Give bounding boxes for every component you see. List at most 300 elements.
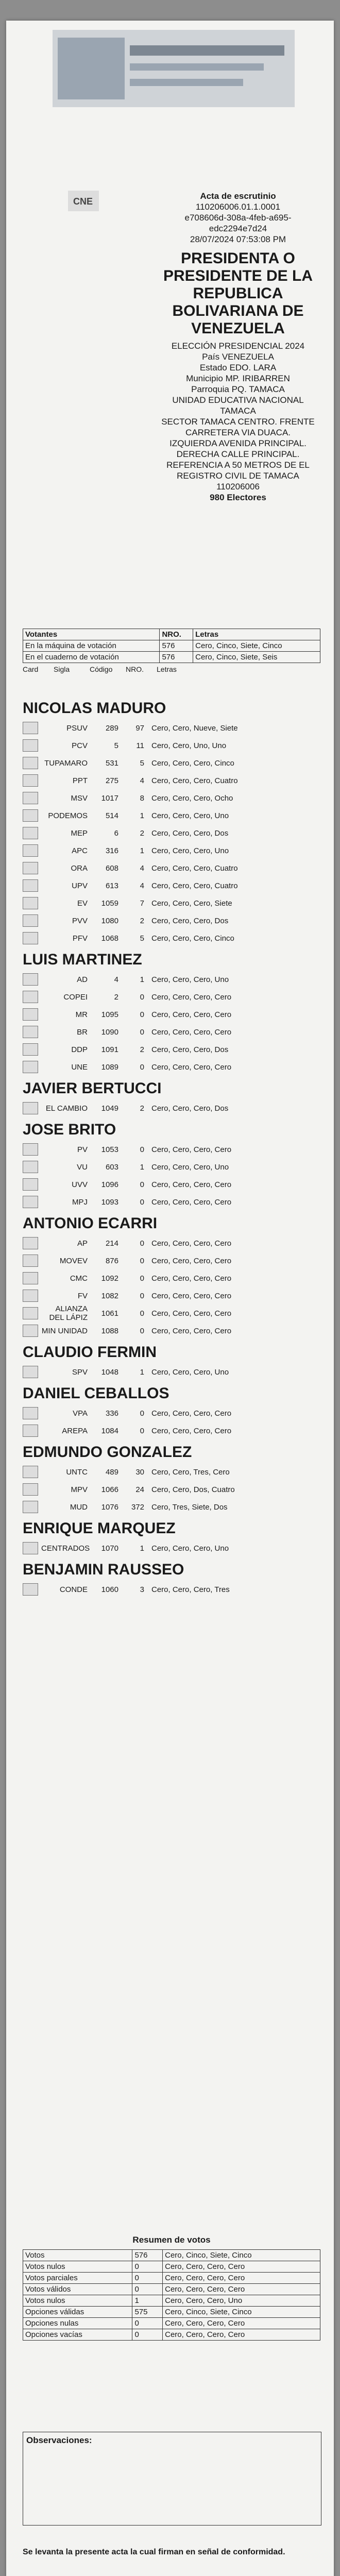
party-row bbox=[23, 1234, 320, 1252]
party-logo-icon bbox=[23, 1196, 38, 1208]
party-sigla: CMC bbox=[70, 1274, 88, 1283]
party-row bbox=[23, 1498, 320, 1516]
resumen-title: Resumen de votos bbox=[132, 2235, 211, 2245]
resumen-row bbox=[23, 2318, 320, 2329]
party-votes: 4 bbox=[140, 863, 144, 873]
party-letras: Cero, Cero, Cero, Cuatro bbox=[151, 881, 238, 890]
party-logo-icon bbox=[23, 809, 38, 822]
svg-text:CNE: CNE bbox=[73, 196, 93, 207]
party-letras: Cero, Cero, Cero, Dos bbox=[151, 828, 229, 838]
party-sigla: ORA bbox=[71, 863, 88, 873]
resumen-letras: Cero, Cero, Cero, Cero bbox=[163, 2273, 320, 2284]
candidate-name: ANTONIO ECARRI bbox=[23, 1215, 158, 1232]
party-letras: Cero, Cero, Cero, Cero bbox=[151, 1197, 232, 1207]
party-row bbox=[23, 1099, 320, 1117]
party-sigla: MSV bbox=[71, 793, 88, 803]
party-logo-icon bbox=[23, 1061, 38, 1073]
candidate-columns bbox=[23, 665, 320, 673]
votantes-section bbox=[23, 629, 320, 673]
electores: 980 Electores bbox=[210, 493, 266, 502]
party-logo-icon bbox=[23, 1407, 38, 1419]
party-logo-icon bbox=[23, 1425, 38, 1437]
resumen-nro: 0 bbox=[132, 2284, 163, 2295]
resumen-row bbox=[23, 2329, 320, 2341]
col-sigla: Sigla bbox=[54, 665, 70, 673]
party-votes: 0 bbox=[140, 1309, 144, 1318]
party-code: 1096 bbox=[101, 1180, 118, 1189]
resumen-row bbox=[23, 2273, 320, 2284]
party-votes: 0 bbox=[140, 1326, 144, 1335]
party-sigla: PODEMOS bbox=[48, 811, 88, 820]
party-code: 1088 bbox=[101, 1326, 118, 1335]
party-code: 336 bbox=[105, 1409, 118, 1418]
party-row bbox=[23, 789, 320, 807]
candidate-block bbox=[23, 1561, 320, 1598]
party-letras: Cero, Tres, Siete, Dos bbox=[151, 1502, 228, 1512]
party-logo-icon bbox=[23, 1290, 38, 1302]
acta-paper bbox=[6, 21, 334, 2576]
acta-code: 110206006.01.1.0001 bbox=[195, 202, 281, 212]
party-letras: Cero, Cero, Cero, Uno bbox=[151, 975, 229, 984]
col-letras: Letras bbox=[157, 665, 177, 673]
candidate-block bbox=[23, 1121, 320, 1211]
votantes-nro: 576 bbox=[160, 652, 193, 663]
candidate-block bbox=[23, 1385, 320, 1439]
candidate-name: NICOLAS MADURO bbox=[23, 700, 166, 717]
party-code: 1092 bbox=[101, 1274, 118, 1283]
party-votes: 2 bbox=[140, 1045, 144, 1054]
observaciones-title: Observaciones: bbox=[26, 2435, 92, 2445]
party-row bbox=[23, 859, 320, 877]
party-votes: 8 bbox=[140, 793, 144, 803]
party-sigla: UVV bbox=[72, 1180, 88, 1189]
party-logo-icon bbox=[23, 879, 38, 892]
party-code: 1048 bbox=[101, 1367, 118, 1377]
party-sigla: COPEI bbox=[63, 992, 88, 1002]
acta-datetime: 28/07/2024 07:53:08 PM bbox=[190, 234, 286, 244]
party-row bbox=[23, 1176, 320, 1193]
resumen-letras: Cero, Cinco, Siete, Cinco bbox=[163, 2250, 320, 2261]
party-letras: Cero, Cero, Nueve, Siete bbox=[151, 723, 238, 733]
election-name: ELECCIÓN PRESIDENCIAL 2024 bbox=[171, 341, 305, 351]
resumen-section bbox=[23, 2231, 320, 2341]
party-sigla: ALIANZA DEL LÁPIZ bbox=[49, 1304, 88, 1322]
party-sigla: AD bbox=[77, 975, 88, 984]
party-code: 1066 bbox=[101, 1485, 118, 1494]
party-logo-icon bbox=[23, 1237, 38, 1249]
party-letras: Cero, Cero, Cero, Siete bbox=[151, 899, 232, 908]
party-votes: 0 bbox=[140, 1239, 144, 1248]
col-card: Card bbox=[23, 665, 39, 673]
party-row bbox=[23, 988, 320, 1006]
resumen-row bbox=[23, 2261, 320, 2273]
party-row bbox=[23, 1006, 320, 1023]
party-sigla: CONDE bbox=[59, 1585, 88, 1594]
resumen-letras: Cero, Cero, Cero, Cero bbox=[163, 2329, 320, 2341]
party-logo-icon bbox=[23, 1008, 38, 1021]
party-letras: Cero, Cero, Cero, Cero bbox=[151, 1309, 232, 1318]
party-letras: Cero, Cero, Cero, Cero bbox=[151, 1010, 232, 1019]
party-row bbox=[23, 1141, 320, 1158]
party-row bbox=[23, 754, 320, 772]
party-code: 1049 bbox=[101, 1104, 118, 1113]
candidate-block bbox=[23, 1344, 320, 1381]
party-sigla: MR bbox=[75, 1010, 88, 1019]
party-logo-icon bbox=[23, 1255, 38, 1267]
party-row bbox=[23, 894, 320, 912]
party-sigla: PFV bbox=[72, 934, 88, 943]
party-sigla: AP bbox=[77, 1239, 88, 1248]
party-letras: Cero, Cero, Cero, Dos bbox=[151, 916, 229, 925]
party-logo-icon bbox=[23, 1143, 38, 1156]
resumen-label: Votos parciales bbox=[23, 2273, 132, 2284]
party-letras: Cero, Cero, Cero, Uno bbox=[151, 1544, 229, 1553]
centro-code: 110206006 bbox=[216, 482, 260, 492]
party-row bbox=[23, 912, 320, 929]
party-row bbox=[23, 1404, 320, 1422]
party-code: 1091 bbox=[101, 1045, 118, 1054]
party-sigla: APC bbox=[72, 846, 88, 855]
party-logo-icon bbox=[23, 757, 38, 769]
party-row bbox=[23, 1041, 320, 1058]
pais: País VENEZUELA bbox=[202, 352, 274, 362]
party-code: 2 bbox=[114, 992, 118, 1002]
col-nro: NRO. bbox=[126, 665, 144, 673]
party-code: 876 bbox=[105, 1256, 118, 1265]
party-code: 1070 bbox=[101, 1544, 118, 1553]
votantes-letras: Cero, Cinco, Siete, Cinco bbox=[193, 640, 320, 652]
votantes-label: En la máquina de votación bbox=[23, 640, 160, 652]
party-votes: 0 bbox=[140, 1291, 144, 1300]
party-logo-icon bbox=[23, 722, 38, 734]
party-votes: 3 bbox=[140, 1585, 144, 1594]
candidate-name: BENJAMIN RAUSSEO bbox=[23, 1561, 184, 1578]
observaciones-box bbox=[23, 2432, 321, 2526]
party-votes: 0 bbox=[140, 1062, 144, 1072]
resumen-nro: 576 bbox=[132, 2250, 163, 2261]
party-code: 1095 bbox=[101, 1010, 118, 1019]
party-letras: Cero, Cero, Cero, Dos bbox=[151, 1104, 229, 1113]
party-logo-icon bbox=[23, 991, 38, 1003]
party-logo-icon bbox=[23, 827, 38, 839]
resumen-label: Votos válidos bbox=[23, 2284, 132, 2295]
party-sigla: PCV bbox=[72, 741, 88, 750]
party-sigla: UNE bbox=[71, 1062, 88, 1072]
party-sigla: TUPAMARO bbox=[44, 758, 88, 768]
party-logo-icon bbox=[23, 1272, 38, 1284]
party-votes: 0 bbox=[140, 1145, 144, 1154]
resumen-nro: 1 bbox=[132, 2295, 163, 2307]
party-votes: 0 bbox=[140, 1256, 144, 1265]
party-sigla: VPA bbox=[73, 1409, 88, 1418]
party-votes: 2 bbox=[140, 828, 144, 838]
party-row bbox=[23, 1269, 320, 1287]
party-code: 1017 bbox=[101, 793, 118, 803]
party-sigla: MEP bbox=[71, 828, 88, 838]
party-sigla: MPV bbox=[71, 1485, 88, 1494]
party-sigla: PSUV bbox=[66, 723, 88, 733]
party-votes: 97 bbox=[135, 723, 144, 733]
party-logo-icon bbox=[23, 1542, 38, 1554]
resumen-label: Votos bbox=[23, 2250, 132, 2261]
party-logo-icon bbox=[23, 1366, 38, 1378]
party-votes: 0 bbox=[140, 1426, 144, 1435]
party-row bbox=[23, 877, 320, 894]
party-letras: Cero, Cero, Uno, Uno bbox=[151, 741, 227, 750]
party-votes: 0 bbox=[140, 1197, 144, 1207]
resumen-label: Votos nulos bbox=[23, 2295, 132, 2307]
party-sigla: MIN UNIDAD bbox=[41, 1326, 88, 1335]
party-row bbox=[23, 971, 320, 988]
party-code: 603 bbox=[105, 1162, 118, 1172]
party-row bbox=[23, 1287, 320, 1304]
party-letras: Cero, Cero, Cero, Cinco bbox=[151, 758, 234, 768]
party-code: 1053 bbox=[101, 1145, 118, 1154]
resumen-label: Opciones nulas bbox=[23, 2318, 132, 2329]
party-row bbox=[23, 1023, 320, 1041]
party-sigla: PV bbox=[77, 1145, 88, 1154]
resumen-row bbox=[23, 2284, 320, 2295]
party-code: 531 bbox=[105, 758, 118, 768]
party-row bbox=[23, 824, 320, 842]
party-logo-icon bbox=[23, 774, 38, 787]
party-votes: 0 bbox=[140, 1027, 144, 1037]
party-votes: 1 bbox=[140, 1162, 144, 1172]
resumen-nro: 575 bbox=[132, 2307, 163, 2318]
candidate-name: LUIS MARTINEZ bbox=[23, 951, 142, 968]
party-row bbox=[23, 1193, 320, 1211]
party-votes: 1 bbox=[140, 975, 144, 984]
party-letras: Cero, Cero, Cero, Cero bbox=[151, 1274, 232, 1283]
party-letras: Cero, Cero, Cero, Cero bbox=[151, 1256, 232, 1265]
votantes-nro: 576 bbox=[160, 640, 193, 652]
resumen-label: Votos nulos bbox=[23, 2261, 132, 2273]
party-sigla: AREPA bbox=[62, 1426, 88, 1435]
letras-header: Letras bbox=[193, 629, 320, 640]
party-letras: Cero, Cero, Cero, Cero bbox=[151, 992, 232, 1002]
party-row bbox=[23, 1363, 320, 1381]
party-letras: Cero, Cero, Cero, Cero bbox=[151, 1426, 232, 1435]
party-logo-icon bbox=[23, 792, 38, 804]
party-sigla: DDP bbox=[71, 1045, 88, 1054]
candidates-list bbox=[23, 696, 320, 1598]
header-banner bbox=[53, 30, 295, 107]
resumen-nro: 0 bbox=[132, 2261, 163, 2273]
party-sigla: PVV bbox=[72, 916, 88, 925]
candidate-name: JAVIER BERTUCCI bbox=[23, 1080, 162, 1097]
resumen-letras: Cero, Cero, Cero, Cero bbox=[163, 2284, 320, 2295]
party-row bbox=[23, 1322, 320, 1340]
party-letras: Cero, Cero, Cero, Cero bbox=[151, 1062, 232, 1072]
candidate-block bbox=[23, 1444, 320, 1516]
resumen-letras: Cero, Cinco, Siete, Cinco bbox=[163, 2307, 320, 2318]
party-logo-icon bbox=[23, 844, 38, 857]
party-row bbox=[23, 807, 320, 824]
party-letras: Cero, Cero, Cero, Uno bbox=[151, 846, 229, 855]
party-code: 5 bbox=[114, 741, 118, 750]
party-code: 613 bbox=[105, 881, 118, 890]
acta-note: Se levanta la presente acta la cual firman en señal de conformidad. bbox=[23, 2548, 285, 2556]
party-sigla: EV bbox=[77, 899, 88, 908]
party-letras: Cero, Cero, Tres, Cero bbox=[151, 1467, 230, 1477]
party-sigla: BR bbox=[77, 1027, 88, 1037]
party-votes: 1 bbox=[140, 846, 144, 855]
party-letras: Cero, Cero, Cero, Uno bbox=[151, 1367, 229, 1377]
resumen-table bbox=[23, 2249, 320, 2341]
party-sigla: CENTRADOS bbox=[41, 1544, 90, 1553]
candidate-block bbox=[23, 700, 320, 947]
party-code: 1060 bbox=[101, 1585, 118, 1594]
candidate-name: JOSE BRITO bbox=[23, 1121, 116, 1138]
col-codigo: Código bbox=[90, 665, 113, 673]
party-logo-icon bbox=[23, 897, 38, 909]
party-votes: 0 bbox=[140, 1180, 144, 1189]
party-votes: 0 bbox=[140, 1409, 144, 1418]
party-sigla: UPV bbox=[72, 881, 88, 890]
party-letras: Cero, Cero, Cero, Cero bbox=[151, 1239, 232, 1248]
resumen-row bbox=[23, 2250, 320, 2261]
party-votes: 1 bbox=[140, 811, 144, 820]
party-letras: Cero, Cero, Cero, Cero bbox=[151, 1409, 232, 1418]
party-votes: 2 bbox=[140, 916, 144, 925]
candidate-block bbox=[23, 951, 320, 1076]
party-sigla: MUD bbox=[70, 1502, 88, 1512]
party-letras: Cero, Cero, Cero, Cero bbox=[151, 1291, 232, 1300]
party-logo-icon bbox=[23, 1583, 38, 1596]
acta-header bbox=[161, 191, 315, 503]
party-logo-icon bbox=[23, 1483, 38, 1496]
party-sigla: PPT bbox=[72, 776, 88, 785]
party-votes: 0 bbox=[140, 992, 144, 1002]
candidate-block bbox=[23, 1080, 320, 1117]
party-votes: 5 bbox=[140, 758, 144, 768]
municipio: Municipio MP. IRIBARREN bbox=[186, 374, 290, 383]
party-logo-icon bbox=[23, 1325, 38, 1337]
party-logo-icon bbox=[23, 1466, 38, 1478]
party-sigla: FV bbox=[77, 1291, 88, 1300]
party-row bbox=[23, 1252, 320, 1269]
candidate-name: EDMUNDO GONZALEZ bbox=[23, 1444, 192, 1461]
party-logo-icon bbox=[23, 1102, 38, 1114]
party-code: 4 bbox=[114, 975, 118, 984]
party-row bbox=[23, 1422, 320, 1439]
party-sigla: MOVEV bbox=[59, 1256, 88, 1265]
party-code: 1089 bbox=[101, 1062, 118, 1072]
party-code: 514 bbox=[105, 811, 118, 820]
party-letras: Cero, Cero, Cero, Dos bbox=[151, 1045, 229, 1054]
party-letras: Cero, Cero, Cero, Ocho bbox=[151, 793, 233, 803]
party-row bbox=[23, 929, 320, 947]
party-letras: Cero, Cero, Cero, Cero bbox=[151, 1180, 232, 1189]
acta-title: Acta de escrutinio bbox=[200, 191, 276, 201]
candidate-block bbox=[23, 1520, 320, 1557]
party-letras: Cero, Cero, Cero, Cero bbox=[151, 1027, 232, 1037]
resumen-nro: 0 bbox=[132, 2273, 163, 2284]
party-row bbox=[23, 1581, 320, 1598]
party-code: 1090 bbox=[101, 1027, 118, 1037]
party-logo-icon bbox=[23, 1161, 38, 1173]
candidate-block bbox=[23, 1215, 320, 1340]
party-row bbox=[23, 1481, 320, 1498]
party-row bbox=[23, 1304, 320, 1322]
party-votes: 24 bbox=[135, 1485, 144, 1494]
party-row bbox=[23, 719, 320, 737]
party-row bbox=[23, 842, 320, 859]
candidate-name: CLAUDIO FERMIN bbox=[23, 1344, 157, 1361]
party-logo-icon bbox=[23, 1307, 38, 1319]
party-code: 489 bbox=[105, 1467, 118, 1477]
nro-header: NRO. bbox=[160, 629, 193, 640]
party-letras: Cero, Cero, Cero, Cuatro bbox=[151, 776, 238, 785]
direccion: SECTOR TAMACA CENTRO. FRENTE CARRETERA VIA DUACA. IZQUIERDA AVENIDA PRINCIPAL. DERECHA CALLE PRINCIPAL. REFERENCIA A 50 METROS DE EL REGISTRO CIVIL DE TAMACA bbox=[161, 417, 315, 481]
estado: Estado EDO. LARA bbox=[199, 363, 277, 372]
party-code: 6 bbox=[114, 828, 118, 838]
party-logo-icon bbox=[23, 1026, 38, 1038]
party-letras: Cero, Cero, Cero, Cinco bbox=[151, 934, 234, 943]
party-votes: 11 bbox=[136, 741, 144, 750]
resumen-letras: Cero, Cero, Cero, Uno bbox=[163, 2295, 320, 2307]
party-votes: 1 bbox=[140, 1544, 144, 1553]
parroquia: Parroquia PQ. TAMACA bbox=[191, 384, 285, 394]
candidate-name: ENRIQUE MARQUEZ bbox=[23, 1520, 176, 1537]
resumen-letras: Cero, Cero, Cero, Cero bbox=[163, 2261, 320, 2273]
party-letras: Cero, Cero, Cero, Uno bbox=[151, 811, 229, 820]
party-votes: 0 bbox=[140, 1010, 144, 1019]
party-letras: Cero, Cero, Cero, Cuatro bbox=[151, 863, 238, 873]
party-letras: Cero, Cero, Cero, Cero bbox=[151, 1145, 232, 1154]
resumen-row bbox=[23, 2295, 320, 2307]
resumen-label: Opciones válidas bbox=[23, 2307, 132, 2318]
votantes-header: Votantes bbox=[23, 629, 160, 640]
party-code: 608 bbox=[105, 863, 118, 873]
party-letras: Cero, Cero, Dos, Cuatro bbox=[151, 1485, 235, 1494]
party-sigla: MPJ bbox=[72, 1197, 88, 1207]
party-code: 316 bbox=[105, 846, 118, 855]
party-code: 275 bbox=[105, 776, 118, 785]
resumen-nro: 0 bbox=[132, 2318, 163, 2329]
party-row bbox=[23, 1158, 320, 1176]
party-votes: 4 bbox=[140, 776, 144, 785]
party-row bbox=[23, 1058, 320, 1076]
party-code: 289 bbox=[105, 723, 118, 733]
votantes-table bbox=[23, 629, 320, 663]
votantes-letras: Cero, Cinco, Siete, Seis bbox=[193, 652, 320, 663]
party-code: 214 bbox=[105, 1239, 118, 1248]
party-row bbox=[23, 1463, 320, 1481]
party-code: 1068 bbox=[101, 934, 118, 943]
party-logo-icon bbox=[23, 1178, 38, 1191]
party-letras: Cero, Cero, Cero, Tres bbox=[151, 1585, 230, 1594]
resumen-row bbox=[23, 2307, 320, 2318]
party-logo-icon bbox=[23, 973, 38, 986]
party-sigla: UNTC bbox=[66, 1467, 88, 1477]
votantes-label: En el cuaderno de votación bbox=[23, 652, 160, 663]
party-votes: 30 bbox=[135, 1467, 144, 1477]
party-votes: 4 bbox=[140, 881, 144, 890]
resumen-nro: 0 bbox=[132, 2329, 163, 2341]
party-code: 1076 bbox=[101, 1502, 118, 1512]
centro: UNIDAD EDUCATIVA NACIONAL TAMACA bbox=[172, 395, 304, 416]
party-votes: 5 bbox=[140, 934, 144, 943]
party-code: 1082 bbox=[101, 1291, 118, 1300]
resumen-letras: Cero, Cero, Cero, Cero bbox=[163, 2318, 320, 2329]
party-votes: 2 bbox=[140, 1104, 144, 1113]
party-sigla: SPV bbox=[72, 1367, 88, 1377]
candidate-name: DANIEL CEBALLOS bbox=[23, 1385, 169, 1402]
party-code: 1084 bbox=[101, 1426, 118, 1435]
acta-hash: e708606d-308a-4feb-a695-edc2294e7d24 bbox=[184, 213, 292, 233]
party-code: 1061 bbox=[101, 1309, 118, 1318]
